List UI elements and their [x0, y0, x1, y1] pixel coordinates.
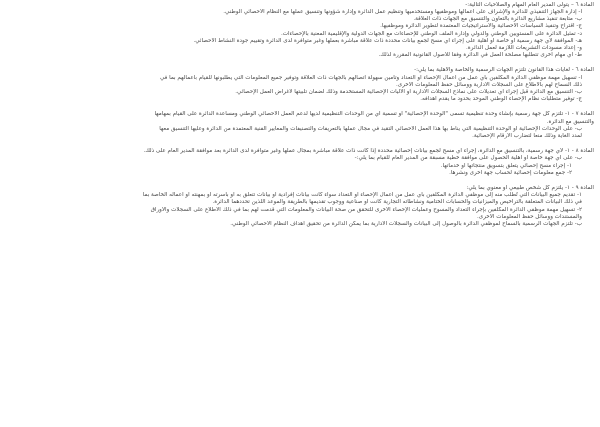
- article-9-item-1-cont: في ذلك البيانات المتعلقة بالتراخيص والميزانيات والحسابات الختامية ونشاطاته التجارية كانت أو صناعية ووجوب تقديمها بالطريقة والموعد اللذين تحددهما الدائرة.: [212, 199, 582, 206]
- article-7-item-b: ب- التنسيق مع الدائرة قبل إجراء أي تعديلات على نماذج السجلات الادارية أو الأليات الإحصائية المستخدمة وذلك لضمان تلبيتها لأغراض العمل الإحصائي.: [235, 88, 582, 95]
- article-8a-heading-cont: والتنسيق مع الدائرة.: [546, 118, 594, 125]
- article-6-section: [6, 2, 594, 59]
- article-7-heading: المادة ٦ - لغايات هذا القانون تلتزم الجهات الرسمية والخاصة والأهلية بما يلي:-: [414, 67, 594, 74]
- article-9-item-2-cont: والمستندات ووسائل حفظ المعلومات الأخرى.: [477, 213, 582, 220]
- article-8b-heading: المادة ٨ - ١- لأي جهة رسمية، بالتنسيق مع الدائرة، إجراء أي مسح لجمع بيانات إحصائية محددة إذا كانت ذات علاقة مباشرة بمجال عملها وغير متوافرة لدى الدائرة بعد موافقة المدير العام على ذلك.: [143, 148, 594, 155]
- article-8a-item-b-cont: لمدد الغاية وذلك منعاً لتضارب الأرقام الإحصائية.: [472, 132, 582, 139]
- article-6-item-g: ط- أي مهام أخرى تتطلبها مصلحة العمل في الدائرة وفقاً للأصول القانونية المقررة لذلك.: [378, 52, 582, 59]
- article-8a-heading: المادة ٧ - ١- تلتزم كل جهة رسمية بإنشاء وحدة تنظيمية تسمى "الوحدة الإحصائية" أو تسمية أي من الوحدات التنظيمية لديها لدعم العمل الاحصائي الوطني ومساعدة الدائرة على القيام بمهامها: [154, 111, 594, 118]
- article-8a-section: [6, 111, 594, 140]
- article-7-item-a-cont: ذلك السماح لهم بالاطلاع على السجلات الادارية ووسائل حفظ المعلومات الأخرى.: [396, 81, 582, 88]
- article-9-item-2: ٢- تسهيل مهمة موظفي الدائرة المكلفين بإجراء التعداد والمسوح وعمليات الإحصاء الأخرى للتحقق من صحة البيانات والمعلومات التي قدمت لهم بما في ذلك الاطلاع على السجلات والأوراق: [150, 206, 582, 213]
- article-7-item-c: ج- توفير متطلبات نظام الإحصاء الوطني الموحد بحدود ما يقدم أهدافه.: [420, 96, 582, 103]
- article-8b-item-b: ب- على أي جهة خاصة أو أهلية الحصول على موافقة خطية مسبقة من المدير العام للقيام بما يلي:-: [354, 155, 582, 162]
- article-9-item-b: ب- تلتزم الجهات الرسمية بالسماح لموظفي الدائرة بالوصول إلى البيانات والسجلات الادارية بما يمكن الدائرة من تحقيق أهداف النظام الاحصائي الوطني.: [230, 220, 582, 227]
- article-6-item-d: د- تمثيل الدائرة على المستويين الوطني والدولي وإدارة الملف الوطني للإحصاءات مع الجهات الدولية والإقليمية المعنية بالإحصاءات.: [280, 30, 582, 37]
- article-8a-item-b: ب- على الوحدات الإحصائية أو الوحدة التنظيمية التي يناط بها هذا العمل الاحصائي التقيد في مجال عملها بالتعريفات والتصنيفات والمعايير الفنية المعتمدة من الدائرة وعليها التنسيق معها: [159, 125, 582, 132]
- article-6-heading: المادة ٦ – يتولى المدير العام المهام والصلاحيات التالية:-: [465, 2, 594, 8]
- article-6-item-e: هـ- الموافقة لأي جهة رسمية أو خاصة أو أهلية على إجراء أي مسح لجمع بيانات محددة ذات علاقة مباشرة بعملها وغير متوافرة لدى الدائرة وتقييم جودة النشاط الاحصائي.: [193, 37, 582, 44]
- article-9-section: [6, 185, 594, 228]
- article-8b-item-2: ٢- جمع معلومات إحصائية لحساب جهة أخرى ونشرها.: [449, 169, 572, 176]
- article-6-item-c: ج- اقتراح وتنفيذ السياسات الاحصائية والاستراتيجيات المعتمدة لتطوير الدائرة وموظفيها.: [380, 23, 582, 30]
- article-7-section: [6, 67, 594, 103]
- article-9-item-1: ١- تقديم جميع البيانات التي تُطلب منه إلى موظفي الدائرة المكلفين بأي عمل من أعمال الإحصاء أو التعداد سواء كانت بيانات إفرادية أو بيانات تتعلق به أو بأسرته أو بمهنته أو أعماله الخاصة بما: [142, 192, 582, 199]
- article-8b-item-1: ١- إجراء مسح إحصائي يتعلق بتسويق منتجاتها أو خدماتها.: [440, 162, 572, 169]
- article-6-item-b: ب- متابعة تنفيذ مشاريع الدائرة بالتعاون والتنسيق مع الجهات ذات العلاقة.: [413, 16, 582, 23]
- article-9-heading: المادة ٩ - ١- يلتزم كل شخص طبيعي أو معنوي بما يلي:: [466, 185, 594, 192]
- article-8b-section: [6, 148, 594, 177]
- article-6-item-f: و- إعداد مسودات التشريعات اللازمة لعمل الدائرة.: [466, 44, 582, 51]
- article-6-item-a: أ- إدارة الجهاز التنفيذي للدائرة والإشراف على أعمالها وموظفيها ومستخدميها وتنظيم عمل الدائرة وإدارة شؤونها وتنسيق عملها مع النظام الاحصائي الوطني.: [223, 9, 582, 16]
- article-7-item-a: أ- تسهيل مهمة موظفي الدائرة المكلفين بأي عمل من أعمال الإحصاء أو التعداد وتأمين سهولة اتصالهم بالجهات ذات العلاقة وتوفير جميع المعلومات التي يطلبونها للقيام بأعمالهم بما في: [160, 74, 582, 81]
